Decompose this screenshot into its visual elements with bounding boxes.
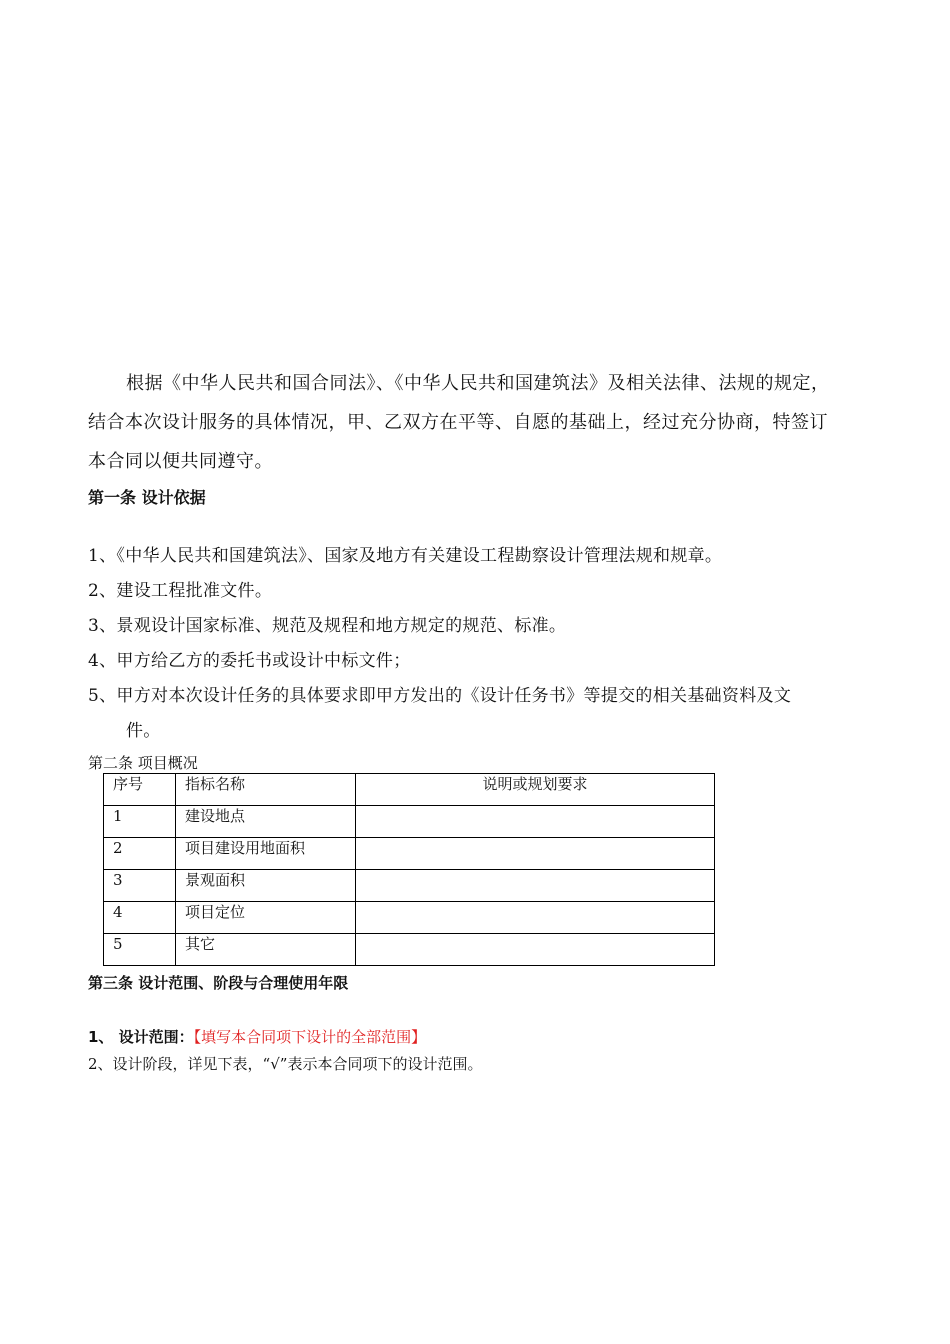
table-row [104, 870, 715, 902]
design-stage-line: 2、设计阶段，详见下表，“√”表示本合同项下的设计范围。 [88, 1055, 483, 1073]
design-scope-placeholder[interactable]: 【填写本合同项下设计的全部范围】 [193, 1028, 427, 1046]
design-scope-label: 1、 设计范围： [88, 1028, 194, 1046]
row-index: 1 [104, 806, 176, 838]
row-index: 4 [104, 902, 176, 934]
header-requirements: 说明或规划要求 [356, 774, 715, 806]
row-requirements[interactable] [356, 806, 715, 838]
article-1-item-3: 3、景观设计国家标准、规范及规程和地方规定的规范、标准。 [88, 616, 567, 636]
article-1-item-5-continued: 件。 [126, 721, 161, 741]
article-1-heading: 第一条 设计依据 [88, 488, 206, 507]
row-index: 2 [104, 838, 176, 870]
table-row [104, 838, 715, 870]
table-header-row [104, 774, 715, 806]
row-index: 3 [104, 870, 176, 902]
intro-line-1: 根据《中华人民共和国合同法》、《中华人民共和国建筑法》及相关法律、法规的规定， [126, 373, 830, 394]
table-row [104, 806, 715, 838]
header-indicator: 指标名称 [176, 774, 356, 806]
design-scope-line [88, 1026, 426, 1047]
table-row [104, 902, 715, 934]
row-requirements[interactable] [356, 934, 715, 966]
header-index: 序号 [104, 774, 176, 806]
article-1-item-1: 1、《中华人民共和国建筑法》、国家及地方有关建设工程勘察设计管理法规和规章。 [88, 546, 723, 566]
article-1-item-5: 5、甲方对本次设计任务的具体要求即甲方发出的《设计任务书》等提交的相关基础资料及文 [88, 686, 792, 706]
table-row [104, 934, 715, 966]
row-indicator: 景观面积 [176, 870, 356, 902]
project-overview-table [103, 773, 715, 966]
intro-line-2: 结合本次设计服务的具体情况，甲、乙双方在平等、自愿的基础上，经过充分协商，特签订 [88, 412, 828, 433]
row-indicator: 项目建设用地面积 [176, 838, 356, 870]
row-requirements[interactable] [356, 870, 715, 902]
article-1-item-2: 2、建设工程批准文件。 [88, 581, 273, 601]
row-requirements[interactable] [356, 838, 715, 870]
row-indicator: 建设地点 [176, 806, 356, 838]
article-3-heading: 第三条 设计范围、阶段与合理使用年限 [88, 974, 349, 992]
row-requirements[interactable] [356, 902, 715, 934]
intro-line-3: 本合同以便共同遵守。 [88, 451, 273, 472]
row-index: 5 [104, 934, 176, 966]
article-2-heading: 第二条 项目概况 [88, 754, 198, 772]
article-1-item-4: 4、甲方给乙方的委托书或设计中标文件； [88, 651, 411, 671]
row-indicator: 项目定位 [176, 902, 356, 934]
row-indicator: 其它 [176, 934, 356, 966]
